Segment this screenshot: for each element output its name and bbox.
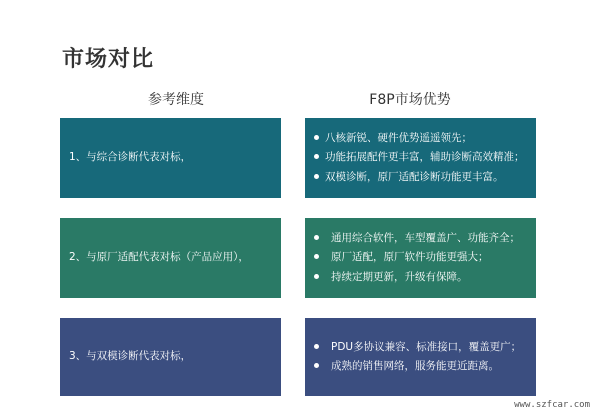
advantage-box-2 — [305, 218, 536, 298]
dimension-text: 2、与原厂适配代表对标（产品应用）， — [69, 251, 249, 264]
slide-title: 市场对比 — [62, 47, 155, 72]
advantage-box-3 — [305, 318, 536, 396]
advantage-item — [314, 251, 532, 264]
advantage-item — [314, 232, 532, 245]
dimension-box-3 — [60, 318, 281, 396]
dimension-text: 1、与综合诊断代表对标， — [69, 151, 192, 164]
dimension-box-1 — [60, 118, 281, 198]
advantage-text: 双模诊断，原厂适配诊断功能更丰富。 — [325, 170, 504, 183]
bullet-icon — [314, 344, 319, 349]
dimension-text: 3、与双模诊断代表对标， — [69, 350, 192, 363]
bullet-icon — [314, 274, 319, 279]
bullet-icon — [314, 174, 319, 179]
bullet-icon — [314, 363, 319, 368]
dimension-box-2 — [60, 218, 281, 298]
bullet-icon — [314, 235, 319, 240]
column-header-dimension: 参考维度 — [148, 92, 204, 108]
advantage-text: 功能拓展配件更丰富，辅助诊断高效精准； — [325, 151, 525, 164]
advantage-text: 成熟的销售网络，服务能更近距离。 — [331, 360, 499, 372]
advantage-item — [314, 171, 532, 184]
advantage-item — [314, 341, 532, 354]
advantage-item — [314, 271, 532, 284]
advantage-box-1 — [305, 118, 536, 198]
column-header-advantage: F8P市场优势 — [369, 92, 451, 108]
advantage-item — [314, 132, 532, 145]
bullet-icon — [314, 254, 319, 259]
advantage-text: PDU多协议兼容、标准接口，覆盖更广； — [331, 340, 522, 353]
bullet-icon — [314, 154, 319, 159]
advantage-text: 持续定期更新，升级有保障。 — [331, 270, 468, 283]
advantage-text: 八核新锐、硬件优势遥遥领先； — [325, 132, 472, 145]
advantage-item — [314, 151, 532, 164]
advantage-text: 原厂适配，原厂软件功能更强大； — [331, 251, 489, 264]
watermark-text: www.szfcar.com — [514, 400, 590, 410]
bullet-icon — [314, 135, 319, 140]
advantage-item — [314, 360, 532, 373]
advantage-text: 通用综合软件，车型覆盖广、功能齐全； — [331, 232, 520, 245]
